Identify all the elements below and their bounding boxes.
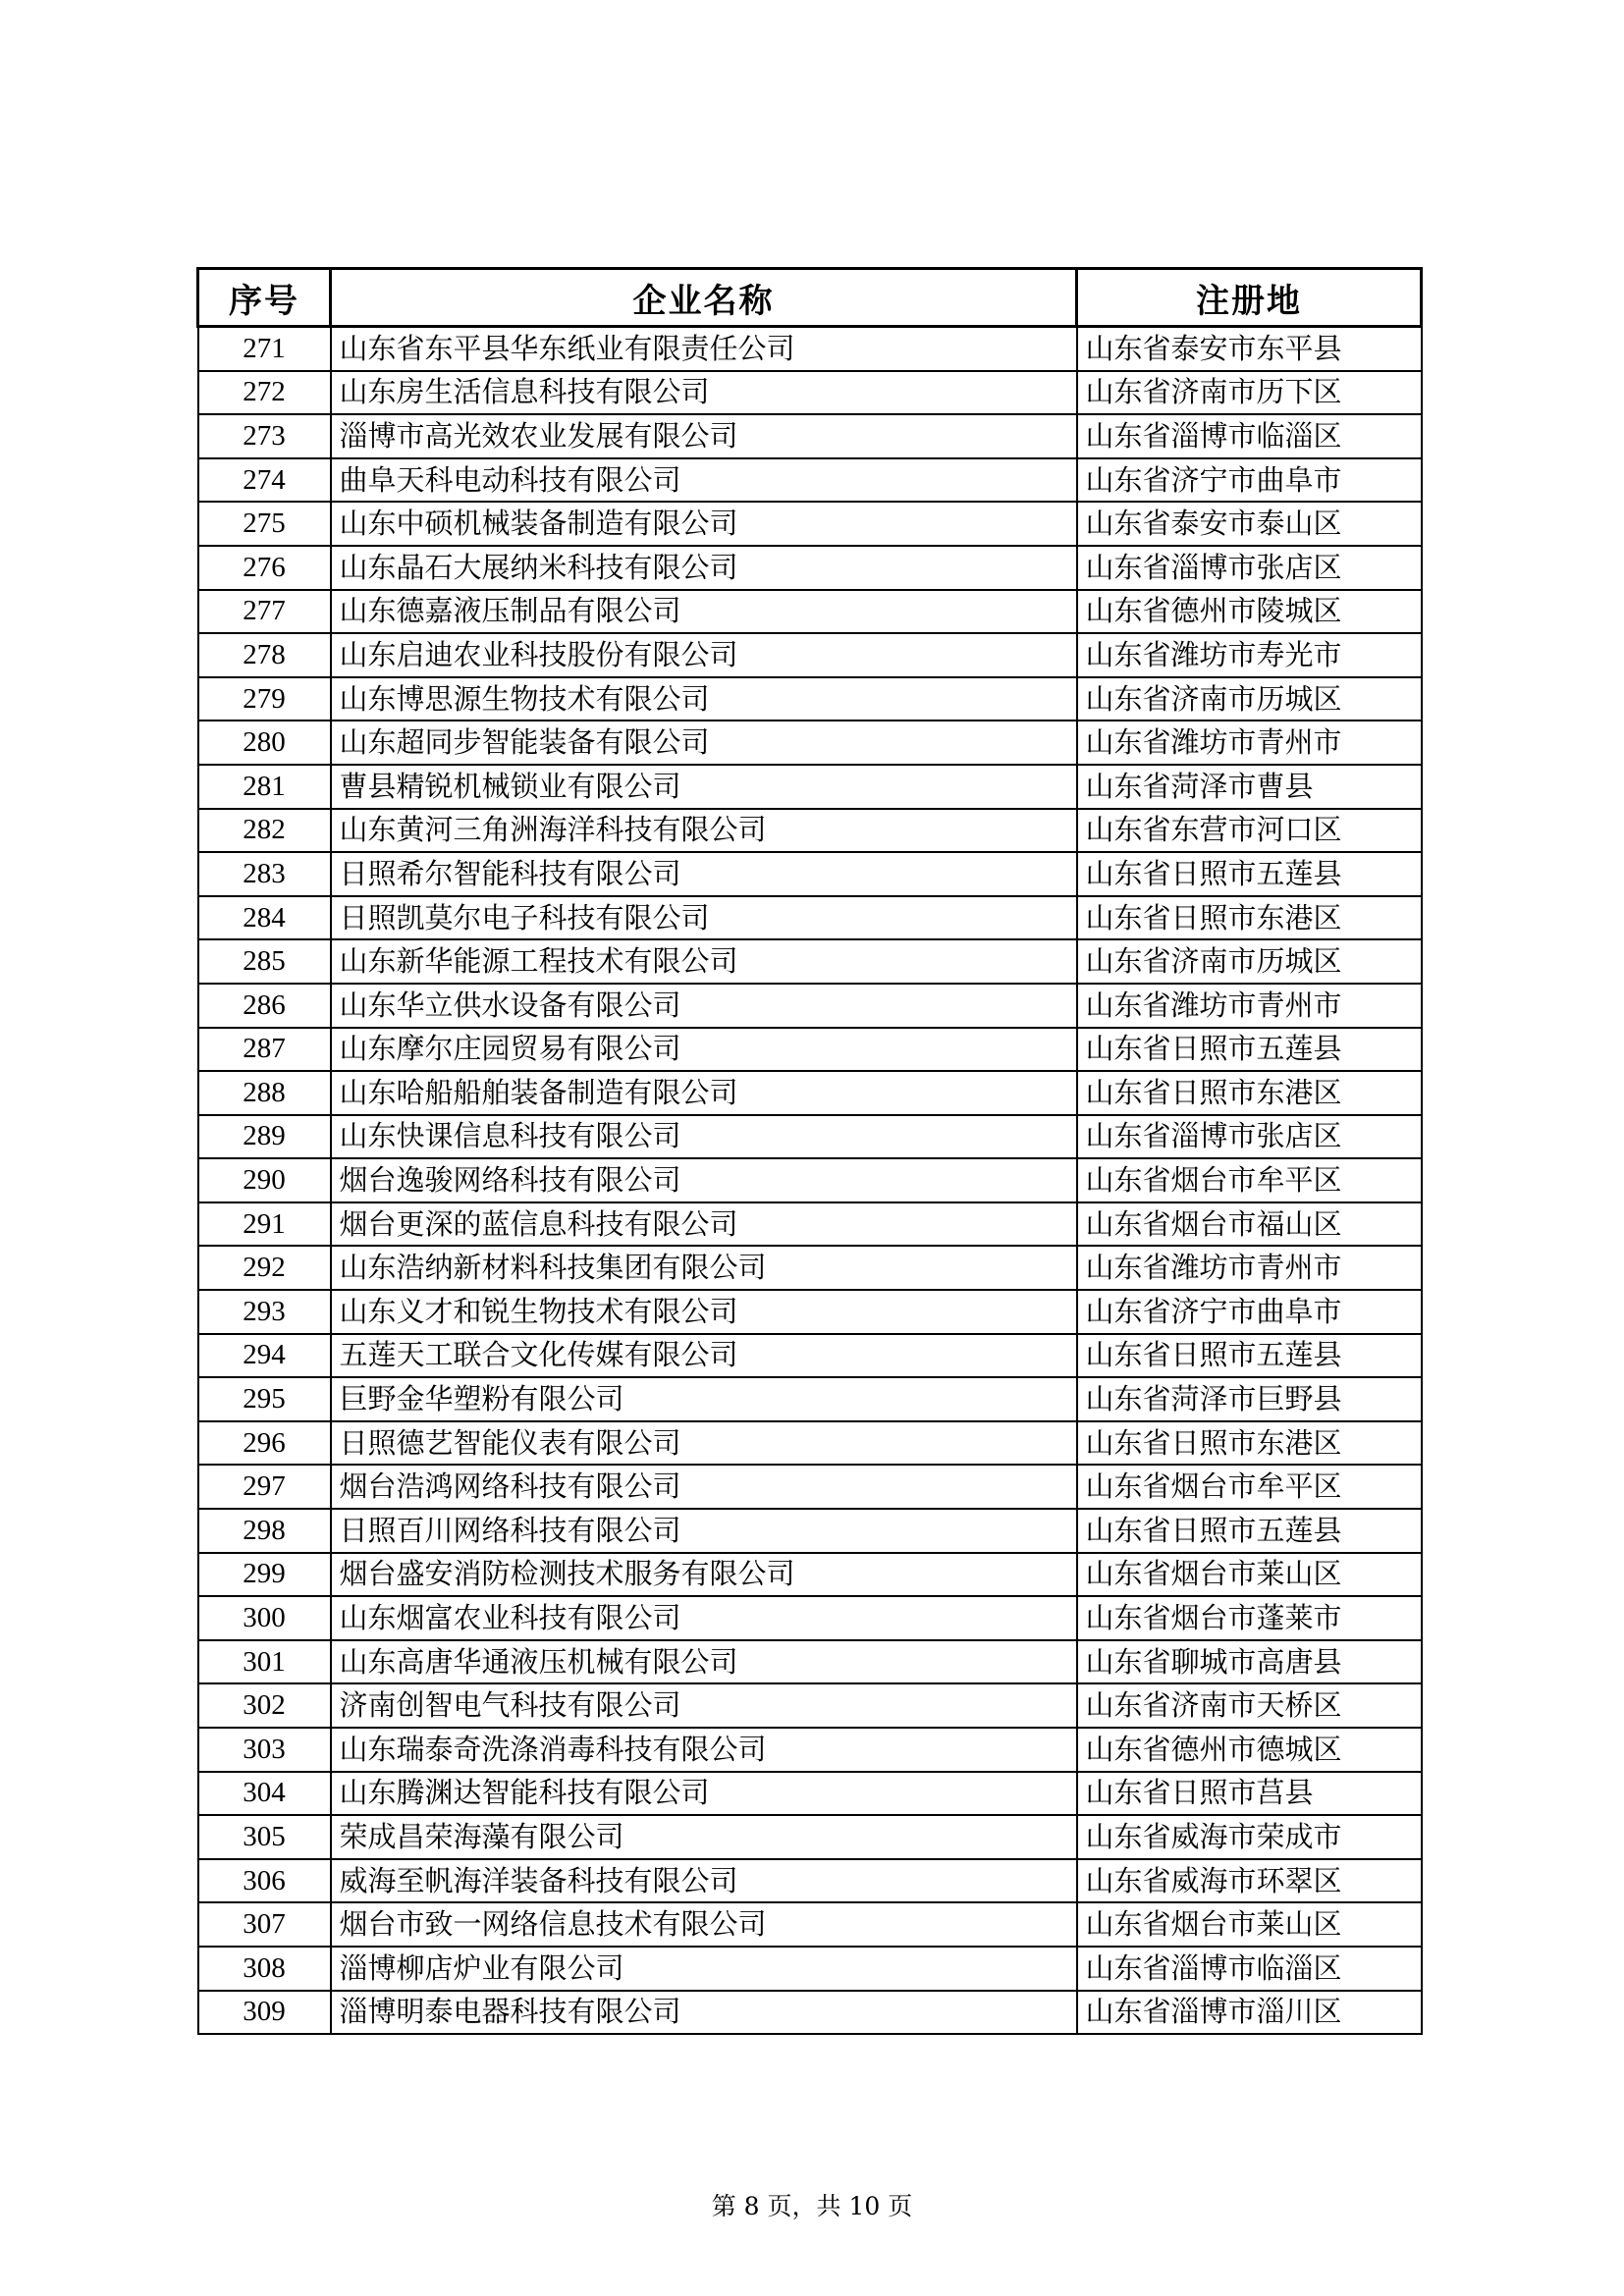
serial-number-cell: 275 bbox=[198, 502, 331, 546]
registered-location-cell: 山东省烟台市莱山区 bbox=[1077, 1902, 1422, 1947]
serial-number-cell: 296 bbox=[198, 1421, 331, 1466]
registered-location-cell: 山东省淄博市临淄区 bbox=[1077, 1947, 1422, 1991]
company-name-cell: 日照凯莫尔电子科技有限公司 bbox=[331, 896, 1077, 940]
table-row bbox=[198, 1902, 1422, 1947]
registered-location-cell: 山东省潍坊市寿光市 bbox=[1077, 633, 1422, 677]
company-name-cell: 淄博市高光效农业发展有限公司 bbox=[331, 414, 1077, 458]
serial-number-cell: 288 bbox=[198, 1071, 331, 1115]
registered-location-cell: 山东省菏泽市巨野县 bbox=[1077, 1377, 1422, 1421]
table-row bbox=[198, 590, 1422, 634]
serial-number-cell: 284 bbox=[198, 896, 331, 940]
company-name-cell: 曹县精锐机械锁业有限公司 bbox=[331, 765, 1077, 809]
table-row bbox=[198, 896, 1422, 940]
registered-location-cell: 山东省淄博市张店区 bbox=[1077, 1115, 1422, 1159]
registered-location-cell: 山东省日照市五莲县 bbox=[1077, 1028, 1422, 1072]
table-row bbox=[198, 1728, 1422, 1772]
serial-number-cell: 298 bbox=[198, 1509, 331, 1553]
company-name-cell: 五莲天工联合文化传媒有限公司 bbox=[331, 1334, 1077, 1378]
header-registered-location: 注册地 bbox=[1077, 269, 1422, 327]
table-row bbox=[198, 1290, 1422, 1334]
company-name-cell: 山东省东平县华东纸业有限责任公司 bbox=[331, 327, 1077, 371]
serial-number-cell: 303 bbox=[198, 1728, 331, 1772]
table-row bbox=[198, 1028, 1422, 1072]
serial-number-cell: 279 bbox=[198, 677, 331, 721]
table-row bbox=[198, 1202, 1422, 1247]
table-row bbox=[198, 1683, 1422, 1728]
table-row bbox=[198, 852, 1422, 896]
company-name-cell: 山东腾渊达智能科技有限公司 bbox=[331, 1772, 1077, 1816]
serial-number-cell: 273 bbox=[198, 414, 331, 458]
serial-number-cell: 309 bbox=[198, 1991, 331, 2035]
company-name-cell: 山东启迪农业科技股份有限公司 bbox=[331, 633, 1077, 677]
company-name-cell: 烟台浩鸿网络科技有限公司 bbox=[331, 1465, 1077, 1509]
company-name-cell: 山东华立供水设备有限公司 bbox=[331, 984, 1077, 1028]
serial-number-cell: 308 bbox=[198, 1947, 331, 1991]
header-company-name: 企业名称 bbox=[331, 269, 1077, 327]
page-footer: 第 8 页，共 10 页 bbox=[711, 2192, 913, 2220]
registered-location-cell: 山东省潍坊市青州市 bbox=[1077, 721, 1422, 765]
company-name-cell: 日照希尔智能科技有限公司 bbox=[331, 852, 1077, 896]
table-row bbox=[198, 1509, 1422, 1553]
company-name-cell: 巨野金华塑粉有限公司 bbox=[331, 1377, 1077, 1421]
registered-location-cell: 山东省日照市东港区 bbox=[1077, 896, 1422, 940]
serial-number-cell: 300 bbox=[198, 1596, 331, 1640]
header-row bbox=[198, 269, 1422, 327]
registered-location-cell: 山东省济宁市曲阜市 bbox=[1077, 1290, 1422, 1334]
serial-number-cell: 291 bbox=[198, 1202, 331, 1247]
registered-location-cell: 山东省东营市河口区 bbox=[1077, 809, 1422, 853]
table-row bbox=[198, 1859, 1422, 1903]
serial-number-cell: 295 bbox=[198, 1377, 331, 1421]
company-name-cell: 烟台市致一网络信息技术有限公司 bbox=[331, 1902, 1077, 1947]
table-row bbox=[198, 414, 1422, 458]
company-name-cell: 日照百川网络科技有限公司 bbox=[331, 1509, 1077, 1553]
serial-number-cell: 289 bbox=[198, 1115, 331, 1159]
table-row bbox=[198, 1421, 1422, 1466]
company-name-cell: 山东中硕机械装备制造有限公司 bbox=[331, 502, 1077, 546]
serial-number-cell: 283 bbox=[198, 852, 331, 896]
table-row bbox=[198, 1947, 1422, 1991]
company-name-cell: 山东瑞泰奇洗涤消毒科技有限公司 bbox=[331, 1728, 1077, 1772]
enterprise-table bbox=[196, 267, 1423, 2035]
registered-location-cell: 山东省日照市东港区 bbox=[1077, 1071, 1422, 1115]
registered-location-cell: 山东省烟台市福山区 bbox=[1077, 1202, 1422, 1247]
serial-number-cell: 272 bbox=[198, 371, 331, 415]
registered-location-cell: 山东省济宁市曲阜市 bbox=[1077, 458, 1422, 503]
serial-number-cell: 274 bbox=[198, 458, 331, 503]
table-row bbox=[198, 1115, 1422, 1159]
registered-location-cell: 山东省日照市五莲县 bbox=[1077, 1334, 1422, 1378]
company-name-cell: 山东高唐华通液压机械有限公司 bbox=[331, 1640, 1077, 1684]
company-name-cell: 山东浩纳新材料科技集团有限公司 bbox=[331, 1246, 1077, 1290]
table-row bbox=[198, 1772, 1422, 1816]
serial-number-cell: 301 bbox=[198, 1640, 331, 1684]
table-row bbox=[198, 1071, 1422, 1115]
table-row bbox=[198, 633, 1422, 677]
table-row bbox=[198, 371, 1422, 415]
company-name-cell: 济南创智电气科技有限公司 bbox=[331, 1683, 1077, 1728]
serial-number-cell: 285 bbox=[198, 939, 331, 984]
company-name-cell: 淄博明泰电器科技有限公司 bbox=[331, 1991, 1077, 2035]
table-row bbox=[198, 502, 1422, 546]
header-serial-number: 序号 bbox=[198, 269, 331, 327]
table-row bbox=[198, 1465, 1422, 1509]
company-name-cell: 烟台逸骏网络科技有限公司 bbox=[331, 1158, 1077, 1202]
registered-location-cell: 山东省泰安市泰山区 bbox=[1077, 502, 1422, 546]
table-row bbox=[198, 721, 1422, 765]
table-row bbox=[198, 1553, 1422, 1597]
serial-number-cell: 302 bbox=[198, 1683, 331, 1728]
company-name-cell: 日照德艺智能仪表有限公司 bbox=[331, 1421, 1077, 1466]
company-name-cell: 山东德嘉液压制品有限公司 bbox=[331, 590, 1077, 634]
registered-location-cell: 山东省烟台市莱山区 bbox=[1077, 1553, 1422, 1597]
company-name-cell: 荣成昌荣海藻有限公司 bbox=[331, 1815, 1077, 1859]
registered-location-cell: 山东省淄博市淄川区 bbox=[1077, 1991, 1422, 2035]
serial-number-cell: 306 bbox=[198, 1859, 331, 1903]
serial-number-cell: 286 bbox=[198, 984, 331, 1028]
table-row bbox=[198, 1246, 1422, 1290]
serial-number-cell: 287 bbox=[198, 1028, 331, 1072]
serial-number-cell: 276 bbox=[198, 546, 331, 590]
serial-number-cell: 305 bbox=[198, 1815, 331, 1859]
company-name-cell: 山东博思源生物技术有限公司 bbox=[331, 677, 1077, 721]
serial-number-cell: 277 bbox=[198, 590, 331, 634]
company-name-cell: 烟台盛安消防检测技术服务有限公司 bbox=[331, 1553, 1077, 1597]
table-row bbox=[198, 765, 1422, 809]
company-name-cell: 山东黄河三角洲海洋科技有限公司 bbox=[331, 809, 1077, 853]
table-row bbox=[198, 1815, 1422, 1859]
company-name-cell: 山东义才和锐生物技术有限公司 bbox=[331, 1290, 1077, 1334]
table-row bbox=[198, 1158, 1422, 1202]
serial-number-cell: 293 bbox=[198, 1290, 331, 1334]
company-name-cell: 山东哈船船舶装备制造有限公司 bbox=[331, 1071, 1077, 1115]
company-name-cell: 山东晶石大展纳米科技有限公司 bbox=[331, 546, 1077, 590]
registered-location-cell: 山东省威海市环翠区 bbox=[1077, 1859, 1422, 1903]
registered-location-cell: 山东省潍坊市青州市 bbox=[1077, 984, 1422, 1028]
table-row bbox=[198, 1596, 1422, 1640]
company-name-cell: 烟台更深的蓝信息科技有限公司 bbox=[331, 1202, 1077, 1247]
serial-number-cell: 292 bbox=[198, 1246, 331, 1290]
table-row bbox=[198, 546, 1422, 590]
serial-number-cell: 280 bbox=[198, 721, 331, 765]
serial-number-cell: 294 bbox=[198, 1334, 331, 1378]
table-row bbox=[198, 1377, 1422, 1421]
table-row bbox=[198, 809, 1422, 853]
registered-location-cell: 山东省潍坊市青州市 bbox=[1077, 1246, 1422, 1290]
registered-location-cell: 山东省淄博市张店区 bbox=[1077, 546, 1422, 590]
company-name-cell: 山东摩尔庄园贸易有限公司 bbox=[331, 1028, 1077, 1072]
company-name-cell: 山东新华能源工程技术有限公司 bbox=[331, 939, 1077, 984]
serial-number-cell: 299 bbox=[198, 1553, 331, 1597]
company-name-cell: 山东烟富农业科技有限公司 bbox=[331, 1596, 1077, 1640]
registered-location-cell: 山东省烟台市蓬莱市 bbox=[1077, 1596, 1422, 1640]
registered-location-cell: 山东省烟台市牟平区 bbox=[1077, 1158, 1422, 1202]
registered-location-cell: 山东省济南市历城区 bbox=[1077, 939, 1422, 984]
company-name-cell: 曲阜天科电动科技有限公司 bbox=[331, 458, 1077, 503]
serial-number-cell: 271 bbox=[198, 327, 331, 371]
serial-number-cell: 307 bbox=[198, 1902, 331, 1947]
registered-location-cell: 山东省济南市历下区 bbox=[1077, 371, 1422, 415]
registered-location-cell: 山东省日照市莒县 bbox=[1077, 1772, 1422, 1816]
serial-number-cell: 282 bbox=[198, 809, 331, 853]
serial-number-cell: 304 bbox=[198, 1772, 331, 1816]
serial-number-cell: 278 bbox=[198, 633, 331, 677]
table-row bbox=[198, 1640, 1422, 1684]
registered-location-cell: 山东省淄博市临淄区 bbox=[1077, 414, 1422, 458]
serial-number-cell: 297 bbox=[198, 1465, 331, 1509]
registered-location-cell: 山东省威海市荣成市 bbox=[1077, 1815, 1422, 1859]
table-row bbox=[198, 458, 1422, 503]
company-name-cell: 山东房生活信息科技有限公司 bbox=[331, 371, 1077, 415]
company-name-cell: 山东超同步智能装备有限公司 bbox=[331, 721, 1077, 765]
table-row bbox=[198, 677, 1422, 721]
registered-location-cell: 山东省济南市历城区 bbox=[1077, 677, 1422, 721]
table-body bbox=[198, 327, 1422, 2035]
registered-location-cell: 山东省泰安市东平县 bbox=[1077, 327, 1422, 371]
serial-number-cell: 281 bbox=[198, 765, 331, 809]
table-row bbox=[198, 1991, 1422, 2035]
company-name-cell: 淄博柳店炉业有限公司 bbox=[331, 1947, 1077, 1991]
registered-location-cell: 山东省烟台市牟平区 bbox=[1077, 1465, 1422, 1509]
registered-location-cell: 山东省济南市天桥区 bbox=[1077, 1683, 1422, 1728]
table-row bbox=[198, 984, 1422, 1028]
table-row bbox=[198, 939, 1422, 984]
company-name-cell: 威海至帆海洋装备科技有限公司 bbox=[331, 1859, 1077, 1903]
company-name-cell: 山东快课信息科技有限公司 bbox=[331, 1115, 1077, 1159]
registered-location-cell: 山东省德州市德城区 bbox=[1077, 1728, 1422, 1772]
registered-location-cell: 山东省菏泽市曹县 bbox=[1077, 765, 1422, 809]
registered-location-cell: 山东省日照市五莲县 bbox=[1077, 1509, 1422, 1553]
table-row bbox=[198, 1334, 1422, 1378]
registered-location-cell: 山东省聊城市高唐县 bbox=[1077, 1640, 1422, 1684]
registered-location-cell: 山东省德州市陵城区 bbox=[1077, 590, 1422, 634]
registered-location-cell: 山东省日照市东港区 bbox=[1077, 1421, 1422, 1466]
table-row bbox=[198, 327, 1422, 371]
table-header bbox=[198, 269, 1422, 327]
enterprise-table-container bbox=[196, 267, 1420, 2035]
serial-number-cell: 290 bbox=[198, 1158, 331, 1202]
registered-location-cell: 山东省日照市五莲县 bbox=[1077, 852, 1422, 896]
